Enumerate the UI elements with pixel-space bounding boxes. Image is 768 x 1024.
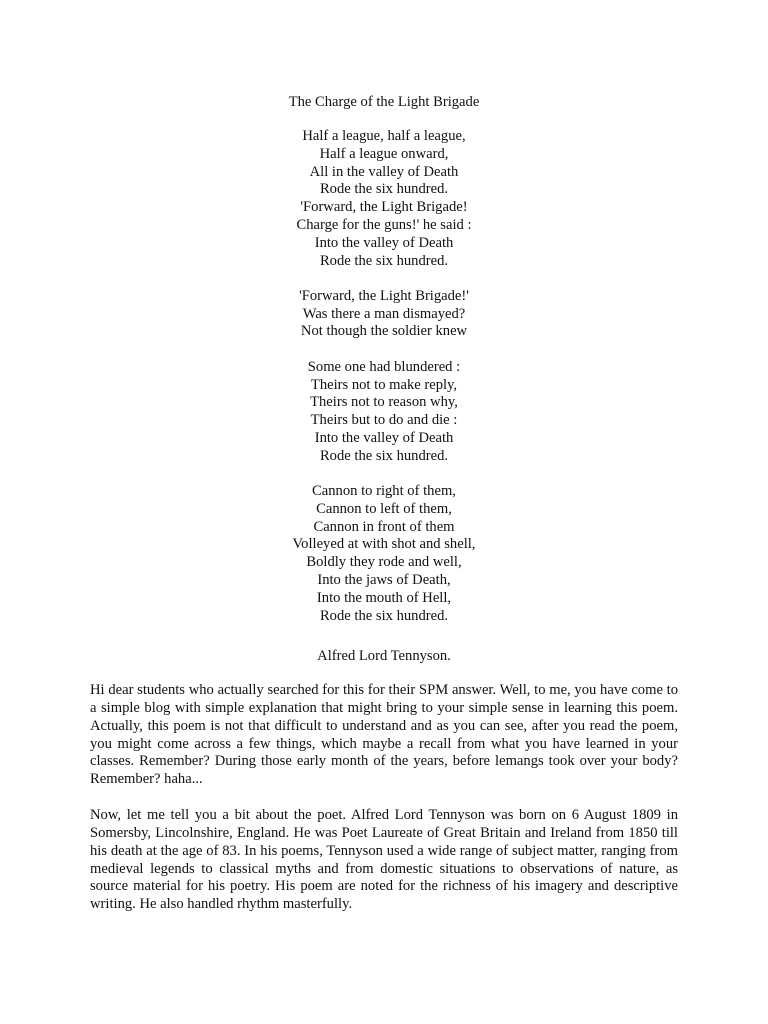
intro-paragraph: Hi dear students who actually searched for this for their SPM answer. Well, to me, you have come to a simple blog with simple explanation that might bring to your simple sense in learning this poem. Actually, this poem is not that difficult to understand and as you can see, after you read the poem, you might come across a few things, which maybe a recall from what you have learned in your classes. Remember? During those early month of the years, before lemangs took over your body? Remember? haha... <box>90 682 678 788</box>
poem-line: Into the jaws of Death, <box>317 572 451 589</box>
poem-stanza-2 <box>0 288 768 341</box>
poem-line: Rode the six hundred. <box>319 607 449 624</box>
poem-line: Rode the six hundred. <box>319 447 449 464</box>
poem-body <box>0 128 768 643</box>
poem-line: Not though the soldier knew <box>300 323 468 340</box>
poem-line: Half a league onward, <box>319 145 449 162</box>
poem-line: Into the mouth of Hell, <box>316 589 452 606</box>
poem-line: Theirs not to make reply, <box>310 376 458 393</box>
poem-line: Was there a man dismayed? <box>302 305 466 322</box>
poem-title: The Charge of the Light Brigade <box>288 94 480 110</box>
poem-line: All in the valley of Death <box>309 163 459 180</box>
poem-stanza-3 <box>0 359 768 466</box>
poem-line: Theirs not to reason why, <box>310 394 458 411</box>
poem-line: Rode the six hundred. <box>319 181 449 198</box>
poem-line: Into the valley of Death <box>314 429 454 446</box>
poem-line: 'Forward, the Light Brigade!' <box>299 287 469 304</box>
poem-stanza-4 <box>0 483 768 625</box>
poem-line: Half a league, half a league, <box>302 128 466 144</box>
poem-line: Cannon in front of them <box>313 518 455 535</box>
poem-line: Cannon to left of them, <box>316 500 452 517</box>
poem-line: Into the valley of Death <box>314 234 454 251</box>
poem-line: Volleyed at with shot and shell, <box>292 536 476 553</box>
poem-line: Theirs but to do and die : <box>310 412 458 429</box>
poem-stanza-1 <box>0 128 768 270</box>
poem-line: 'Forward, the Light Brigade! <box>300 199 468 216</box>
poem-line: Cannon to right of them, <box>312 483 456 500</box>
poet-bio-paragraph: Now, let me tell you a bit about the poet. Alfred Lord Tennyson was born on 6 August 1809 in Somersby, Lincolnshire, England. He was Poet Laureate of Great Britain and Ireland from 1850 till his death at the age of 83. In his poems, Tennyson used a wide range of subject matter, ranging from medieval legends to classical myths and from domestic situations to observations of nature, as source material for his poetry. His poem are noted for the richness of his imagery and descriptive writing. He also handled rhythm masterfully. <box>90 807 678 913</box>
poem-line: Charge for the guns!' he said : <box>296 216 472 233</box>
poem-line: Rode the six hundred. <box>319 252 449 269</box>
poem-line: Boldly they rode and well, <box>306 554 462 571</box>
poem-author: Alfred Lord Tennyson. <box>317 648 451 664</box>
poem-line: Some one had blundered : <box>307 358 461 375</box>
